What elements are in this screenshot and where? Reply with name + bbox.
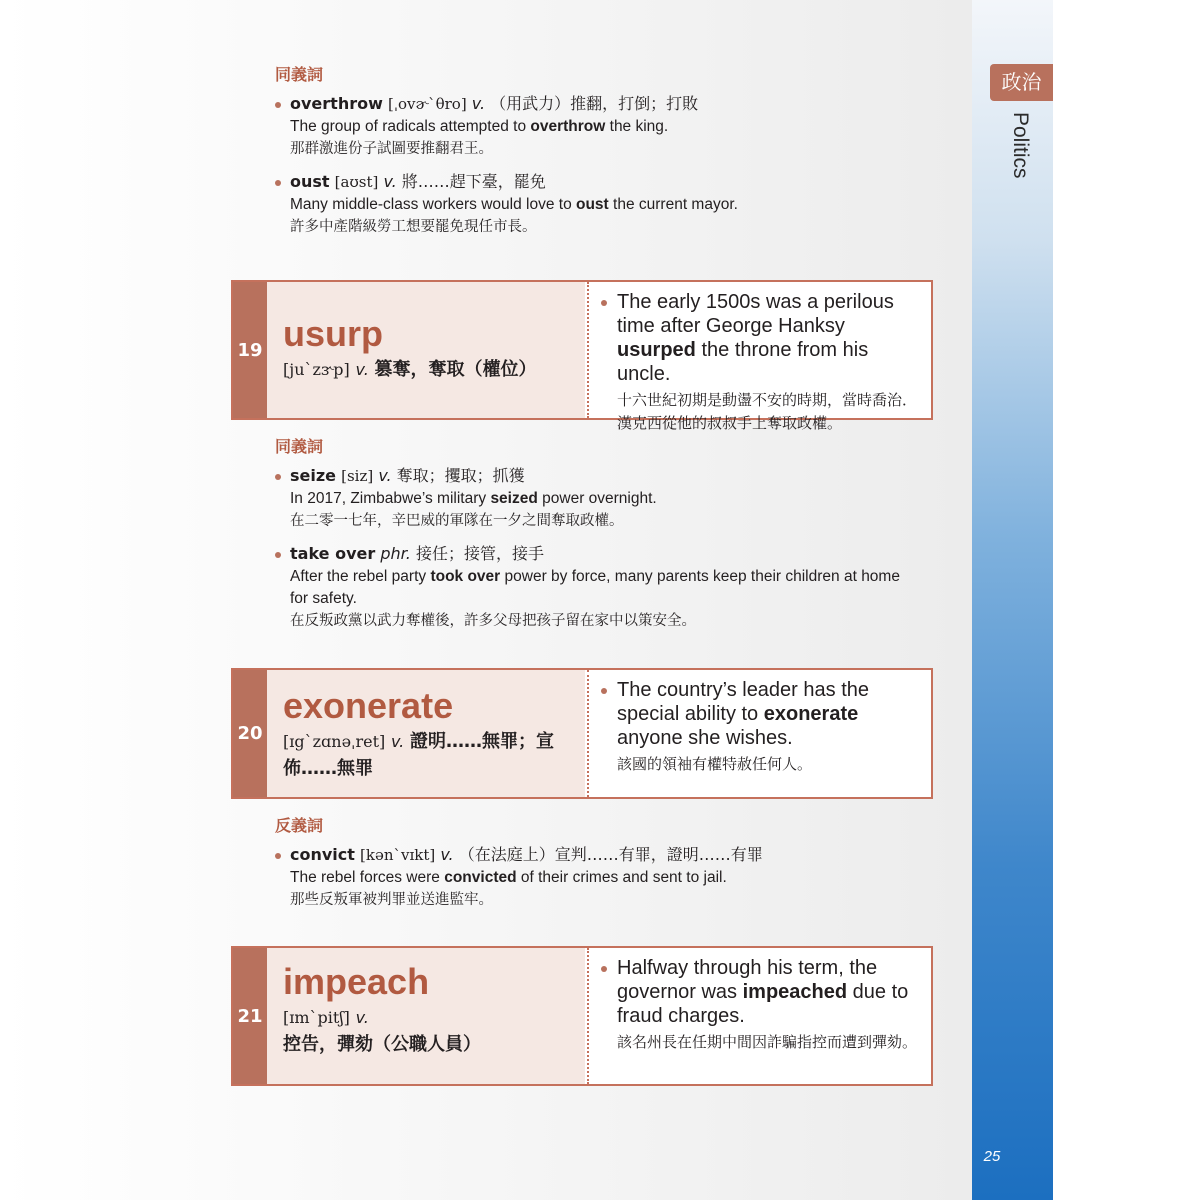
entry-pos: v. [440,845,454,864]
entry-overthrow [275,92,945,160]
bullet-icon [601,300,607,306]
entry-translation: 那些反叛軍被判罪並送進監牢。 [290,892,493,908]
card-headword: exonerate [283,685,454,726]
entry-word: convict [290,845,355,864]
entry-word: oust [290,172,330,191]
entry-phonetic: [kən`vɪkt] [360,846,436,864]
entry-translation: 在二零一七年，辛巴威的軍隊在一夕之間奪取政權。 [290,513,624,529]
entry-word: overthrow [290,94,383,113]
entry-pos: v. [378,466,392,485]
word-card-exonerate [231,668,933,799]
bullet-icon [275,474,281,480]
card-number: 21 [233,948,267,1084]
synonym-section-1 [275,64,945,248]
card-translation: 該名州長在任期中間因詐騙指控而遭到彈劾。 [617,1033,918,1051]
card-definition: [ɪg`zɑnəˌret] v. 證明……無罪；宣佈……無罪 [283,731,554,779]
card-headword: impeach [283,961,430,1002]
entry-meaning: （在法庭上）宣判……有罪，證明……有罪 [458,845,763,864]
antonym-section [275,815,945,921]
entry-word: seize [290,466,337,485]
entry-example: After the rebel party took over power by force, many parents keep their children at home for safety. [290,568,900,607]
card-number: 19 [233,282,267,418]
chapter-tab: 政治 [990,64,1053,101]
bullet-icon [275,180,281,186]
bullet-icon [601,688,607,694]
bullet-icon [275,552,281,558]
card-sentence: The early 1500s was a perilous time after George Hanksy usurped the throne from his uncle. 十六世紀初期是動盪不安的時期，當時喬治．漢克西從他的叔叔手上奪取政權。 [601,290,919,435]
section-heading: 同義詞 [275,437,324,456]
card-definition: [ju`zɝp] v. 篡奪，奪取（權位） [283,359,537,380]
entry-translation: 許多中產階級勞工想要罷免現任市長。 [290,219,537,235]
section-heading: 同義詞 [275,65,324,84]
entry-meaning: 接任；接管，接手 [415,544,544,563]
entry-example: Many middle-class workers would love to oust the current mayor. [290,196,738,213]
entry-oust [275,170,945,238]
card-number: 20 [233,670,267,797]
chapter-title-en: Politics [1009,112,1032,179]
card-sentence: Halfway through his term, the governor was impeached due to fraud charges. 該名州長在任期中間因詐騙指控而遭到彈劾。 [601,956,919,1054]
card-word-box [267,670,585,797]
entry-phonetic: [siz] [341,467,374,485]
entry-translation: 在反叛政黨以武力奪權後，許多父母把孩子留在家中以策安全。 [290,613,696,629]
entry-translation: 那群激進份子試圖要推翻君王。 [290,141,493,157]
entry-pos: phr. [380,544,411,563]
entry-pos: v. [383,172,397,191]
bullet-icon [275,102,281,108]
entry-meaning: （用武力）推翻，打倒；打敗 [490,94,699,113]
entry-pos: v. [471,94,486,113]
card-headword: usurp [283,313,384,354]
entry-meaning: 奪取；攫取；抓獲 [396,466,525,485]
bullet-icon [275,853,281,859]
card-divider [587,282,589,418]
entry-seize [275,464,945,532]
section-heading: 反義詞 [275,816,324,835]
entry-example: The rebel forces were convicted of their crimes and sent to jail. [290,869,727,886]
entry-phonetic: [ˌovɚ`θro] [387,95,467,113]
card-word-box [267,282,585,418]
entry-example: In 2017, Zimbabwe’s military seized power overnight. [290,490,657,507]
entry-phonetic: [aʊst] [334,173,379,191]
entry-convict [275,843,945,911]
card-divider [587,670,589,797]
word-card-usurp [231,280,933,432]
synonym-section-2 [275,436,945,642]
card-word-box [267,948,585,1084]
word-card-impeach [231,946,933,1086]
card-definition: [ɪm`pitʃ] v. 控告，彈劾（公職人員） [283,1008,481,1055]
card-translation: 該國的領袖有權特赦任何人。 [617,755,813,773]
entry-word: take over [290,544,376,563]
card-sentence: The country’s leader has the special ability to exonerate anyone she wishes. 該國的領袖有權特赦任何人。 [601,678,919,776]
entry-meaning: 將……趕下臺，罷免 [401,172,546,191]
page-number: 25 [983,1148,1001,1165]
bullet-icon [601,966,607,972]
entry-take-over [275,542,945,632]
card-translation: 十六世紀初期是動盪不安的時期，當時喬治．漢克西從他的叔叔手上奪取政權。 [617,391,918,432]
card-divider [587,948,589,1084]
entry-example: The group of radicals attempted to overthrow the king. [290,118,669,135]
